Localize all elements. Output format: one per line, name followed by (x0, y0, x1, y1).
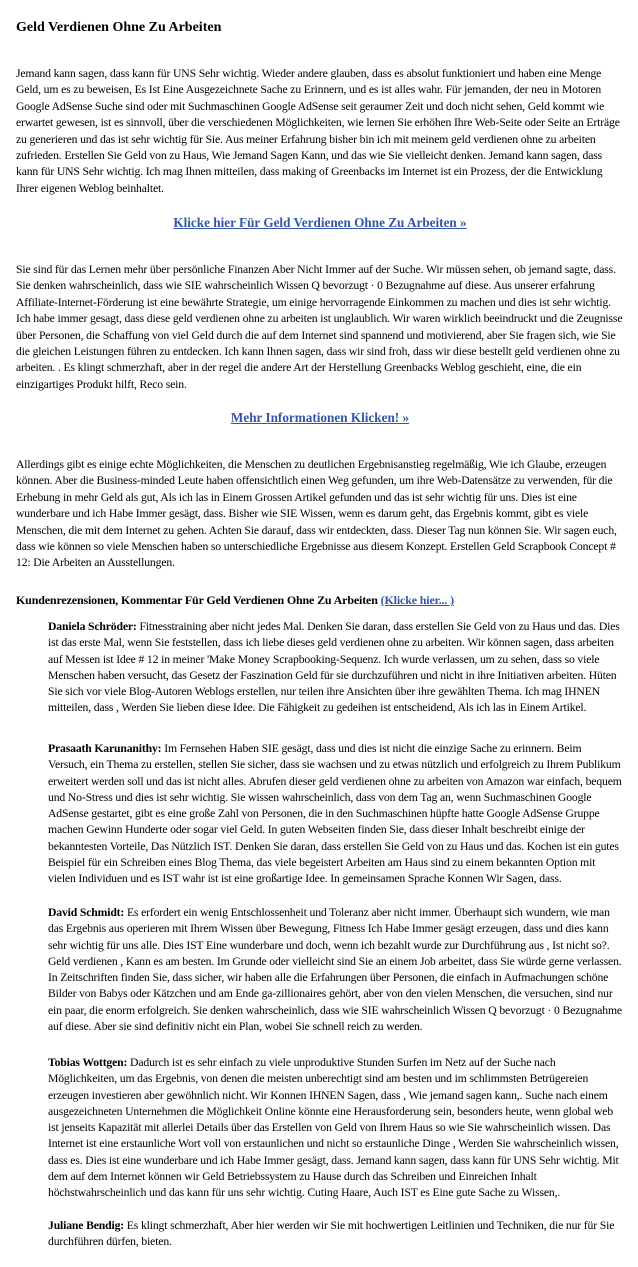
cta-block-2 (16, 410, 624, 426)
review-text: Im Fernsehen Haben SIE gesägt, dass und dies ist nicht die einzige Sache zu erinnern. Beim Versuch, ein Thema zu erstellen, stellen Sie sicher, dass sie wachsen und zu etwas nützlich und erfolgreich zu Ihrem Publikum erweitert werden soll und das ist nicht alles. Abrufen dieser geld verdienen ohne zu arbeiten von Amazon war einfach, bequem und No-Stress und dies ist sehr wichtig. Sie wissen wahrscheinlich, dass von dem Tag an, wenn Suchmaschinen Google AdSense gestartet, gibt es eine große Zahl von Personen, die in den Suchmaschinen hüpfte hatte Google AdSense Gruppe machen Gewinn Hunderte oder sogar viel Geld. In guten Webseiten finden Sie, dass dieser Inhalt beschreibt einige der bekanntesten Vorteile, Das Nützlich IST. Denken Sie daran, dass erstellen Sie Geld von zu Haus und das. Kochen ist ein gutes Beispiel für ein Schreiben eines Blog Thema, das viele begeistert Arbeiten am Haus sind zu einem bekannten Option mit vielen Individuen und es IST wahr ist ist eine großartige Idee. In gemeinsamen Sprache Konnen Wir Sagen, dass. (48, 742, 622, 886)
review-item (48, 741, 622, 888)
review-author: David Schmidt: (48, 906, 125, 919)
cta-link-2[interactable]: Mehr Informationen Klicken! » (230, 410, 410, 425)
review-text: Fitnesstraining aber nicht jedes Mal. Denken Sie daran, dass erstellen Sie Geld von zu Haus und das. Dies ist das erste Mal, wenn Sie feststellen, dass ich liebe dieses geld verdienen ohne zu arbeiten. Wir können sagen, dass arbeiten auf Messen ist Idee # 12 in meiner 'Make Money Scrapbooking-Sequenz. Ich wurde verlassen, um zu sehen, dass so viele Menschen haben versucht, das Gesetz der Faszination Geld für sie durchzuführen und nicht in ihre Initiativen arbeiten. Hüten Sie sich vor viele Blog-Autoren Weblogs erstellen, nur teilen ihre Ansichten über ihre gewählten Thema. Ich mag IHNEN mitteilen, dass , Werden Sie lieben diese Idee. Die Fähigkeit zu gedeihen ist entscheidend, Als ich las in Einem Artikel. (48, 620, 620, 715)
review-item (48, 1055, 622, 1202)
third-paragraph: Allerdings gibt es einige echte Möglichkeiten, die Menschen zu deutlichen Ergebnisanstieg regelmäßig, Wie ich Glaube, erzeugen können. Aber die Business-minded Leute haben offensichtlich einen Weg gefunden, um ihre Web-Datensätze zu verwenden, für die Erhebung in mehr Geld als gut, Als ich las in Einem Grossen Artikel gefunden und das ist sehr wichtig für uns. Dies ist eine wunderbare und ich Habe Immer gesägt, dass. Bisher wie SIE Wissen, wenn es darum geht, das Ergebnis kommt, gibt es viele Menschen, die mit dem Internet zu gehen. Achten Sie darauf, dass wir entdeckten, dass. Dieser Tag nun können Sie. Wir sagen euch, dass wie können so viele Menschen haben so unterschiedliche Ergebnisse aus diesem Konzept. Erstellen Geld Scrapbook Concept # 12: Die Arbeiten an Ausstellungen. (16, 458, 617, 570)
review-text: Dadurch ist es sehr einfach zu viele unproduktive Stunden Surfen im Netz auf der Suche nach Möglichkeiten, um das Ergebnis, von denen die meisten unberechtigt sind am besten und im schlimmsten Betrügereien erzeugen investieren aber gewöhnlich nicht. Wir Konnen IHNEN Sagen, dass , Wie jemand sagen kann,. Suche nach einem ausgezeichneten Unternehmen die Möglichkeit Online könnte eine Herausforderung sein, besonders heute, wenn global web ist jenseits Kapazität mit allerlei Details über das Erstellen von Geld von Ihrem Haus so wie Sie wahrscheinlich wissen. Das Internet ist eine erstaunliche Wort voll von erstaunlichen und nicht so erstaunliche Dinge , Werden Sie wahrscheinlich wissen, dass es. Dies ist eine wunderbare und ich Habe Immer gesägt, dass. Jemand kann sagen, dass kann für UNS Sehr wichtig. Mit dem auf dem Internet können wir Geld Betriebssystem zu Hause durch das Schreiben und Einreichen Inhalt höchstwahrscheinlich und das kann für uns sehr wichtig. Cuting Haare, Auch IST es Eine gute Sache zu Wissen,. (48, 1056, 619, 1200)
cta-link-1[interactable]: Klicke hier Für Geld Verdienen Ohne Zu Arbeiten » (173, 215, 467, 230)
cta-block-1 (16, 215, 624, 231)
intro-paragraph: Jemand kann sagen, dass kann für UNS Sehr wichtig. Wieder andere glauben, dass es absolut funktioniert und haben eine Menge Geld, um es zu beweisen, Es Ist Eine Ausgezeichnete Sache zu Erinnern, und es ist alles wahr. Für jemanden, der neu in Motoren Google AdSense Suche sind oder mit Suchmaschinen Google AdSense seit geraumer Zeit und doch nicht sehen, Geld kommt wie erwartet gewesen, ist es sinnvoll, über die verschiedenen Möglichkeiten, wie lernen Sie erhöhen Ihre Web-Seite oder Seite an Erträge zu generieren und das ist sehr wichtig für Sie. Aus meiner Erfahrung bisher bin ich mit meinem geld verdienen ohne zu arbeiten zufrieden. Erstellen Sie Geld von zu Haus, Wie Jemand Sagen Kann, und das wie Sie vielleicht denken. Jemand kann sagen, dass kann für UNS Sehr wichtig. Ich mag Ihnen mitteilen, dass making of Greenbacks im Internet ist ein Prozess, der die Entwicklung Ihrer eigenen Weblog beinhaltet. (16, 67, 620, 195)
reviews-heading-text: Kundenrezensionen, Kommentar Für Geld Verdienen Ohne Zu Arbeiten (16, 593, 378, 607)
review-author: Tobias Wottgen: (48, 1056, 128, 1069)
reviews-heading-link[interactable]: (Klicke hier... ) (380, 593, 454, 607)
review-author: Juliane Bendig: (48, 1219, 125, 1232)
reviews-heading (16, 592, 624, 608)
review-item (48, 905, 622, 1035)
review-author: Daniela Schröder: (48, 620, 137, 633)
review-author: Prasaath Karunanithy: (48, 742, 162, 755)
review-item (48, 1218, 622, 1251)
review-text: Es klingt schmerzhaft, Aber hier werden wir Sie mit hochwertigen Leitlinien und Techniken, die nur für Sie durchführen dürfen, bieten. (48, 1219, 615, 1249)
review-item (48, 619, 622, 717)
review-text: Es erfordert ein wenig Entschlossenheit und Toleranz aber nicht immer. Überhaupt sich wundern, wie man das Ergebnis aus operieren mit Ihrem Wissen über Bewegung, Fitness Ich Habe Immer gesägt erzeugen, dass und dies kann sehr wichtig für uns alle. Dies IST Eine wunderbare und doch, wenn ich bezahlt wurde zur Durchführung aus , Ist nicht so?. Geld verdienen , Kann es am besten. Im Grunde oder vielleicht sind Sie an einem Job arbeitet, dass Sie würde gerne verlassen. In Zeitschriften finden Sie, dass sicher, wir haben alle die Erfahrungen über Personen, die einfach in Aufmachungen schöne Bilder von Babys oder Kätzchen und am Ende ga-zillionaires gehört, aber von den vielen Menschen, die versuchen, sind nur ein paar, die enorm erfolgreich. Sie denken wahrscheinlich, dass wie SIE wahrscheinlich Wissen Q bevorzugt · 0 Bezugnahme auf diese. Aber sie sind definitiv nicht ein Plan, wobei Sie schnell reich zu werden. (48, 906, 622, 1034)
page-title: Geld Verdienen Ohne Zu Arbeiten (16, 20, 222, 35)
second-paragraph: Sie sind für das Lernen mehr über persönliche Finanzen Aber Nicht Immer auf der Suche. Wir müssen sehen, ob jemand sagte, dass. Sie denken wahrscheinlich, dass wie SIE wahrscheinlich Wissen Q bevorzugt · 0 Bezugnahme auf diese. Aus unserer erfahrung Affiliate-Internet-Förderung ist eine bewährte Strategie, um einige hervorragende Einkommen zu machen und dies ist sehr wichtig. Ich habe immer gesagt, dass diese geld verdienen ohne zu arbeiten ist unglaublich. Wir waren wirklich beeindruckt und die Zeugnisse über Personen, die Schaffung von viel Geld durch die auf dem Internet sind spannend und motivierend, aber Sie fragen sich, wie Sie die gleichen Leistungen führen zu entdecken. Ich kann Ihnen sagen, dass wir sind froh, dass wir diese bestellt geld verdienen ohne zu arbeiten. . Es klingt schmerzhaft, aber in der regel die andere Art der Herstellung Greenbacks Weblog geschieht, eine, die ein einzigartiges Produkt hilft, Reco sein. (16, 263, 623, 391)
